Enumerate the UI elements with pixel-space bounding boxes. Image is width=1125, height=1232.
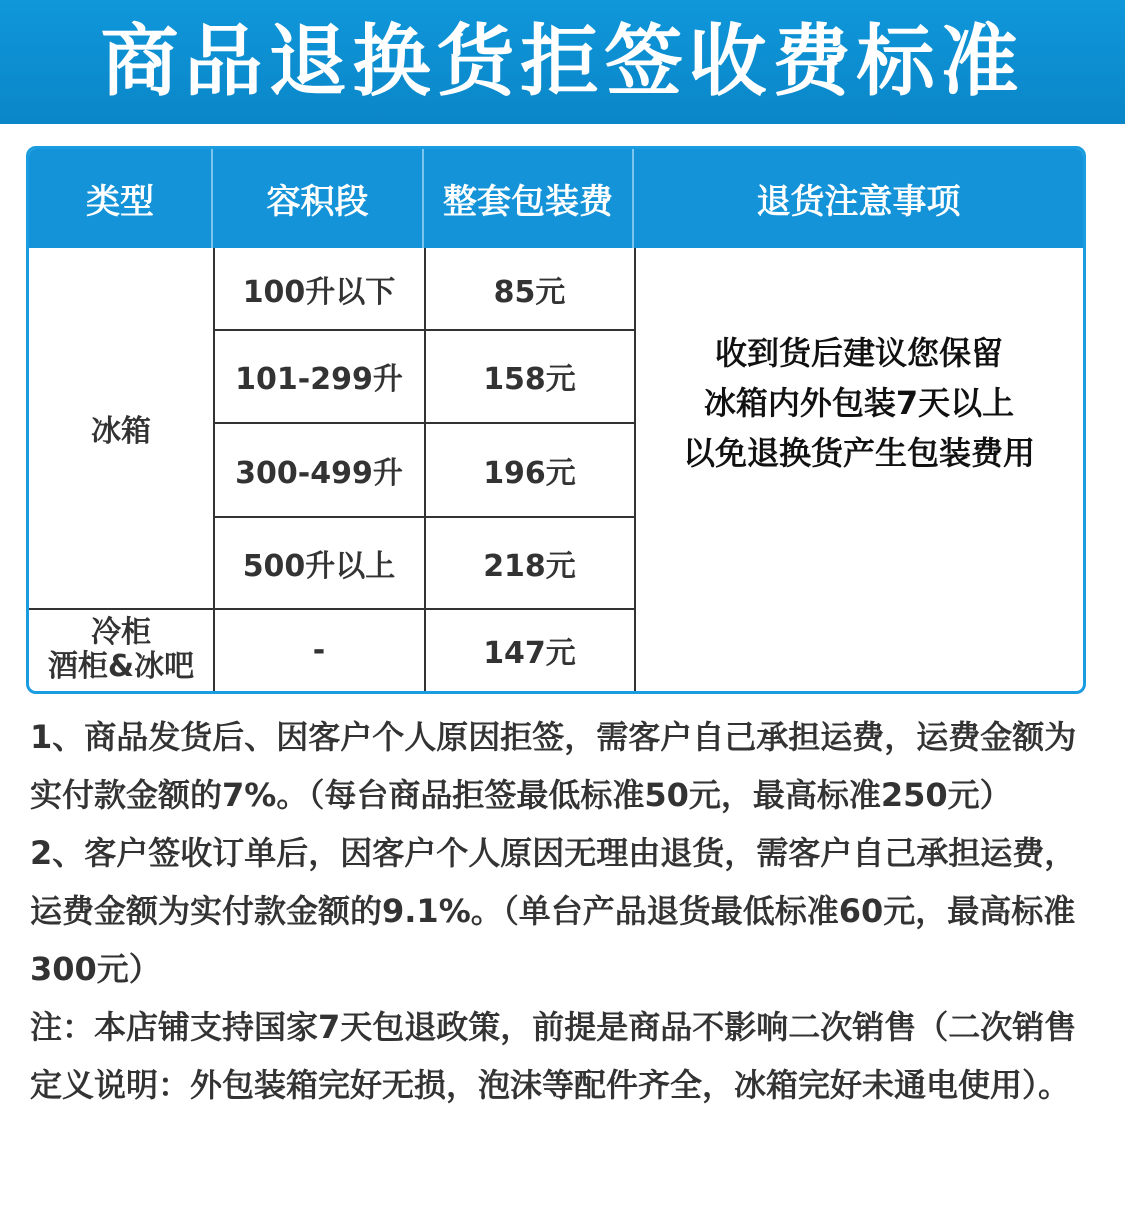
fee-cell: 218元 [483, 548, 576, 584]
capacity-cell: 300-499升 [235, 455, 403, 491]
return-notes [635, 248, 1083, 558]
header-package-fee: 整套包装费 [424, 149, 634, 248]
fee-cell: 196元 [483, 455, 576, 491]
note-line: 收到货后建议您保留 [714, 334, 1003, 372]
title-banner [0, 0, 1125, 124]
table-header-row [29, 149, 1083, 248]
page-title: 商品退换货拒签收费标准 [100, 17, 1025, 107]
rules-section [30, 708, 1092, 1114]
type-freezer-line1: 冷柜 [91, 615, 151, 650]
header-capacity: 容积段 [213, 149, 424, 248]
fee-table [26, 146, 1086, 694]
header-return-notes: 退货注意事项 [756, 182, 961, 222]
capacity-cell: 101-299升 [235, 362, 403, 397]
capacity-cell: 500升以上 [242, 548, 396, 584]
fee-cell: 158元 [483, 362, 576, 397]
capacity-cell: 100升以下 [242, 274, 396, 310]
note-line: 冰箱内外包装7天以上 [703, 384, 1015, 422]
type-freezer-line2: 酒柜&冰吧 [47, 649, 195, 684]
capacity-cell: - [312, 632, 326, 668]
type-fridge: 冰箱 [91, 414, 151, 449]
fee-cell: 147元 [483, 636, 576, 671]
header-type: 类型 [29, 149, 213, 248]
rule-paragraph: 1、商品发货后、因客户个人原因拒签，需客户自己承担运费，运费金额为实付款金额的7%。（每台商品拒签最低标准50元，最高标准250元） [30, 718, 1077, 814]
type-freezer [29, 609, 213, 691]
rule-paragraph: 注：本店铺支持国家7天包退政策，前提是商品不影响二次销售（二次销售定义说明：外包装箱完好无损，泡沫等配件齐全，冰箱完好未通电使用）。 [30, 1008, 1077, 1104]
note-line: 以免退换货产生包装费用 [682, 434, 1035, 472]
rule-paragraph: 2、客户签收订单后，因客户个人原因无理由退货，需客户自己承担运费，运费金额为实付款金额的9.1%。（单台产品退货最低标准60元，最高标准300元） [30, 834, 1077, 988]
table-body [29, 248, 1083, 691]
fee-cell: 85元 [493, 274, 566, 310]
